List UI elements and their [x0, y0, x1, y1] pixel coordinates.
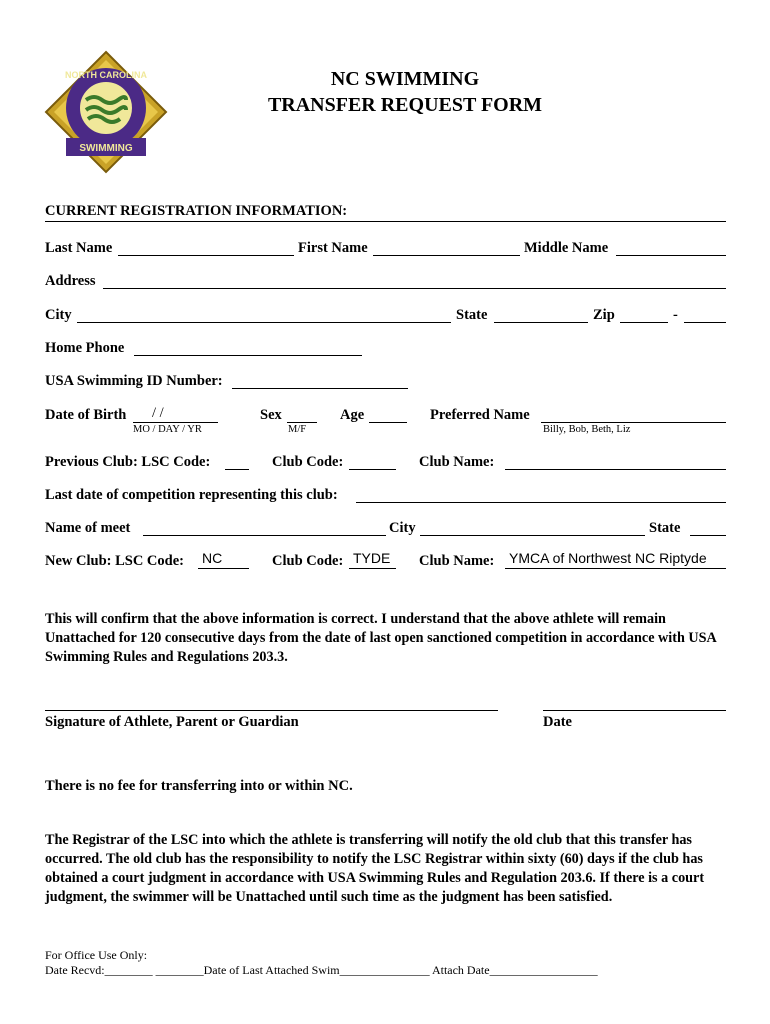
- city-label: City: [45, 307, 72, 323]
- middle-name-field[interactable]: [616, 238, 726, 256]
- title-line-1: NC SWIMMING: [330, 68, 480, 90]
- new-club-name-label: Club Name:: [419, 553, 495, 569]
- meet-city-label: City: [389, 520, 416, 536]
- city-field[interactable]: [77, 305, 451, 323]
- last-date-label: Last date of competition representing this club:: [45, 487, 338, 503]
- section-rule: [45, 221, 726, 222]
- fee-text: There is no fee for transferring into or within NC.: [45, 778, 353, 794]
- new-club-code-label: Club Code:: [272, 553, 344, 569]
- prev-club-name-field[interactable]: [505, 452, 726, 470]
- prev-club-code-field[interactable]: [349, 452, 396, 470]
- zip-dash: -: [673, 307, 678, 323]
- age-field[interactable]: [369, 405, 407, 423]
- date-label: Date: [543, 714, 572, 730]
- confirm-paragraph: This will confirm that the above information is correct. I understand that the above athlete will remain Unattached for 120 consecutive days from the date of last open sanctioned competition in accordance with USA Swimming Rules and Regulations 203.3.: [45, 611, 716, 665]
- office-use-fields: Date Recvd:________ ________Date of Last Attached Swim_______________ Attach Date__________________: [45, 963, 598, 977]
- dob-slashes: / /: [152, 405, 164, 421]
- meet-name-field[interactable]: [143, 518, 386, 536]
- address-label: Address: [45, 273, 96, 289]
- last-name-field[interactable]: [118, 238, 294, 256]
- zip-label: Zip: [593, 307, 615, 323]
- prev-lsc-field[interactable]: [225, 452, 249, 470]
- nc-swimming-logo: [44, 50, 168, 174]
- first-name-field[interactable]: [373, 238, 520, 256]
- office-use-heading: For Office Use Only:: [45, 948, 148, 962]
- title-line-2: TRANSFER REQUEST FORM: [267, 94, 543, 116]
- preferred-name-hint: Billy, Bob, Beth, Liz: [543, 424, 631, 435]
- preferred-name-label: Preferred Name: [430, 407, 530, 423]
- middle-name-label: Middle Name: [524, 240, 609, 256]
- prev-lsc-label: Previous Club: LSC Code:: [45, 454, 211, 470]
- prev-club-code-label: Club Code:: [272, 454, 344, 470]
- meet-state-label: State: [649, 520, 681, 536]
- new-lsc-label: New Club: LSC Code:: [45, 553, 184, 569]
- meet-state-field[interactable]: [690, 518, 726, 536]
- svg-text:NORTH CAROLINA: NORTH CAROLINA: [65, 70, 147, 80]
- signature-label: Signature of Athlete, Parent or Guardian: [45, 714, 299, 730]
- last-date-field[interactable]: [356, 485, 726, 503]
- state-field[interactable]: [494, 305, 588, 323]
- age-label: Age: [340, 407, 365, 423]
- prev-club-name-label: Club Name:: [419, 454, 495, 470]
- meet-name-label: Name of meet: [45, 520, 131, 536]
- usa-id-field[interactable]: [232, 371, 408, 389]
- new-lsc-field[interactable]: NC: [198, 551, 249, 569]
- sex-field[interactable]: [287, 405, 317, 423]
- zip-field[interactable]: [620, 305, 668, 323]
- sex-hint: M/F: [288, 424, 307, 435]
- svg-text:SWIMMING: SWIMMING: [79, 143, 133, 154]
- address-field[interactable]: [103, 271, 726, 289]
- dob-label: Date of Birth: [45, 407, 127, 423]
- preferred-name-field[interactable]: [541, 405, 726, 423]
- date-line[interactable]: [543, 710, 726, 711]
- last-name-label: Last Name: [45, 240, 113, 256]
- home-phone-label: Home Phone: [45, 340, 125, 356]
- home-phone-field[interactable]: [134, 338, 362, 356]
- dob-hint: MO / DAY / YR: [133, 424, 202, 435]
- usa-id-label: USA Swimming ID Number:: [45, 373, 223, 389]
- state-label: State: [456, 307, 488, 323]
- new-club-name-field[interactable]: YMCA of Northwest NC Riptyde: [505, 551, 726, 569]
- meet-city-field[interactable]: [420, 518, 645, 536]
- sex-label: Sex: [260, 407, 282, 423]
- first-name-label: First Name: [298, 240, 368, 256]
- signature-line[interactable]: [45, 710, 498, 711]
- dob-field[interactable]: [133, 405, 218, 423]
- section-heading: CURRENT REGISTRATION INFORMATION:: [45, 203, 348, 219]
- zip-ext-field[interactable]: [684, 305, 726, 323]
- new-club-code-field[interactable]: TYDE: [349, 551, 396, 569]
- registrar-paragraph: The Registrar of the LSC into which the athlete is transferring will notify the old club that this transfer has occurred. The old club has the responsibility to notify the LSC Registrar within sixty (60) days if the club has obtained a court judgment in accordance with USA Swimming Rules and Regulation 203.6. If there is a court judgment, the swimmer will be Unattached until such time as the judgment has been satisfied.: [45, 832, 705, 905]
